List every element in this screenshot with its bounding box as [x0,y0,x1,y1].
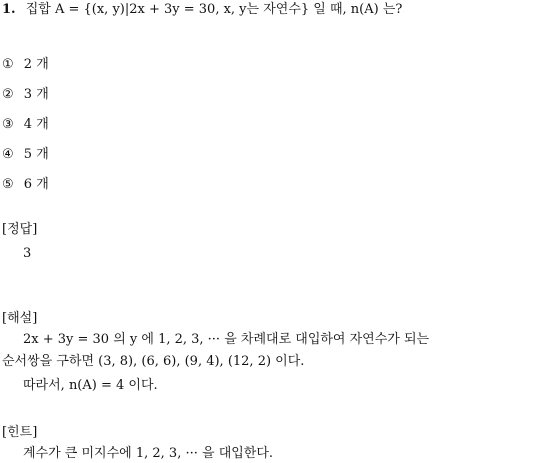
explanation-label: [해설] [2,311,38,326]
explanation-line-1: 2x + 3y = 30 의 y 에 1, 2, 3, ··· 을 차례대로 대입하여 자연수가 되는 [23,332,430,347]
choice-item-4[interactable] [2,146,49,164]
choice-marker: ④ [2,147,14,162]
choice-text: 2 개 [23,57,49,72]
choice-item-3[interactable] [2,116,49,134]
choice-marker: ② [2,87,14,102]
explanation-line-2: 순서쌍을 구하면 (3, 8), (6, 6), (9, 4), (12, 2) 이다. [2,354,305,369]
choice-marker: ⑤ [2,177,14,192]
question-number: 1. [2,2,16,17]
choice-text: 3 개 [23,87,49,102]
choice-item-1[interactable] [2,56,49,74]
answer-label: [정답] [2,222,38,237]
choice-item-5[interactable] [2,176,49,194]
choice-marker: ① [2,57,14,72]
choice-marker: ③ [2,117,14,132]
answer-value: 3 [23,246,32,261]
hint-text: 계수가 큰 미지수에 1, 2, 3, ··· 을 대입한다. [23,446,274,461]
choice-text: 5 개 [23,147,49,162]
question-line [2,1,402,19]
choice-text: 4 개 [23,117,49,132]
hint-label: [힌트] [2,425,38,440]
question-text: 집합 A = {(x, y)|2x + 3y = 30, x, y는 자연수} 일 때, n(A) 는? [25,2,403,17]
choice-item-2[interactable] [2,86,49,104]
choice-text: 6 개 [23,177,49,192]
explanation-line-3: 따라서, n(A) = 4 이다. [23,378,158,393]
